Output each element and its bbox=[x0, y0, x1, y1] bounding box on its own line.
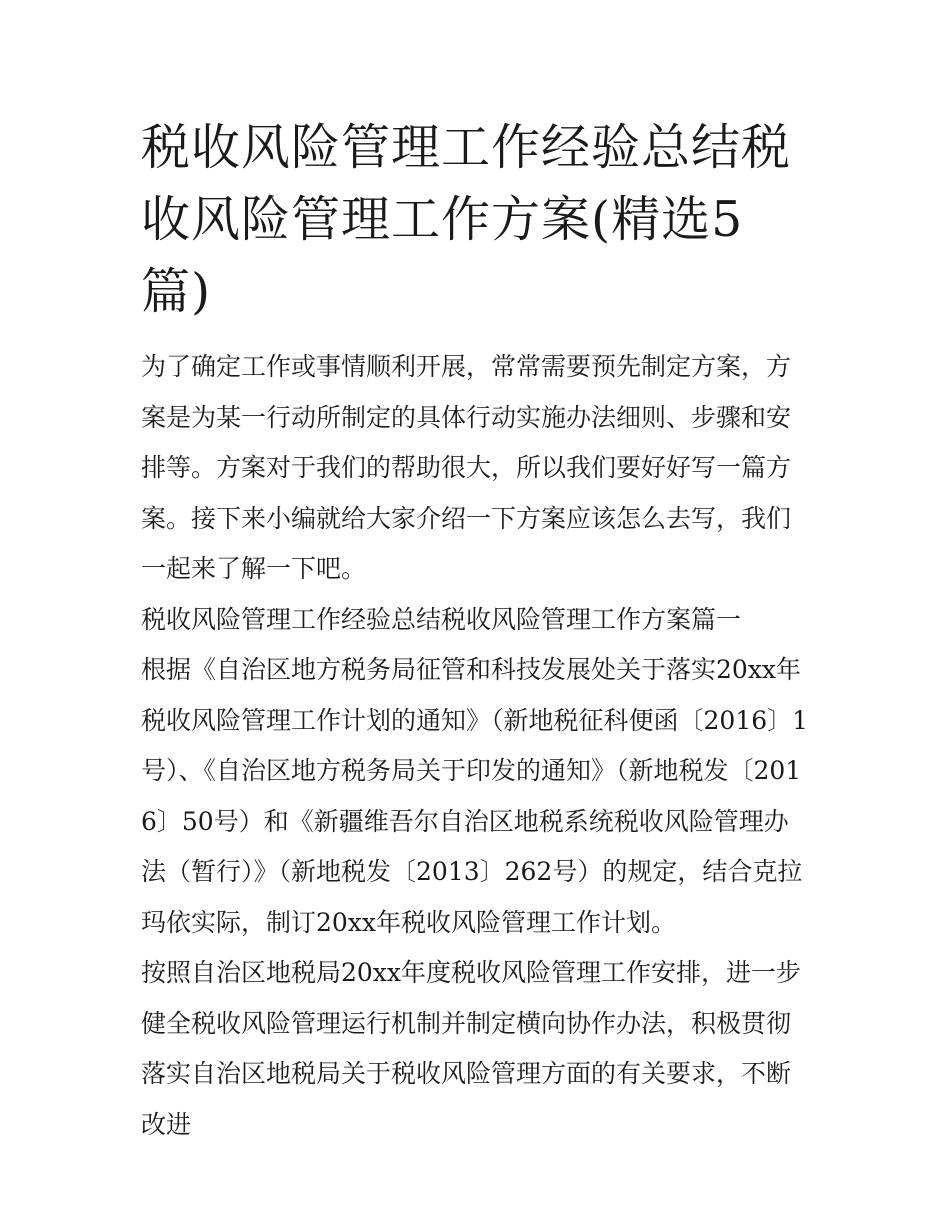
body-paragraph: 根据《自治区地方税务局征管和科技发展处关于落实20xx年税收风险管理工作计划的通知》（新地税征科便函〔2016〕1号）、《自治区地方税务局关于印发的通知》（新地税发〔2016〕50号）和《新疆维吾尔自治区地税系统税收风险管理办法（暂行）》（新地税发〔2013〕262号）的规定，结合克拉玛依实际，制订20xx年税收风险管理工作计划。 bbox=[141, 655, 809, 937]
section-heading: 税收风险管理工作经验总结税收风险管理工作方案篇一 bbox=[141, 604, 742, 634]
intro-paragraph: 为了确定工作或事情顺利开展，常常需要预先制定方案，方案是为某一行动所制定的具体行动实施办法细则、步骤和安排等。方案对于我们的帮助很大，所以我们要好好写一篇方案。接下来小编就给大家介绍一下方案应该怎么去写，我们一起来了解一下吧。 bbox=[141, 352, 792, 583]
document-page bbox=[141, 112, 813, 1150]
body-paragraph: 按照自治区地税局20xx年度税收风险管理工作安排，进一步健全税收风险管理运行机制并制定横向协作办法，积极贯彻落实自治区地税局关于税收风险管理方面的有关要求，不断改进 bbox=[141, 958, 802, 1139]
document-title: 税收风险管理工作经验总结税收风险管理工作方案(精选5篇) bbox=[141, 119, 792, 320]
